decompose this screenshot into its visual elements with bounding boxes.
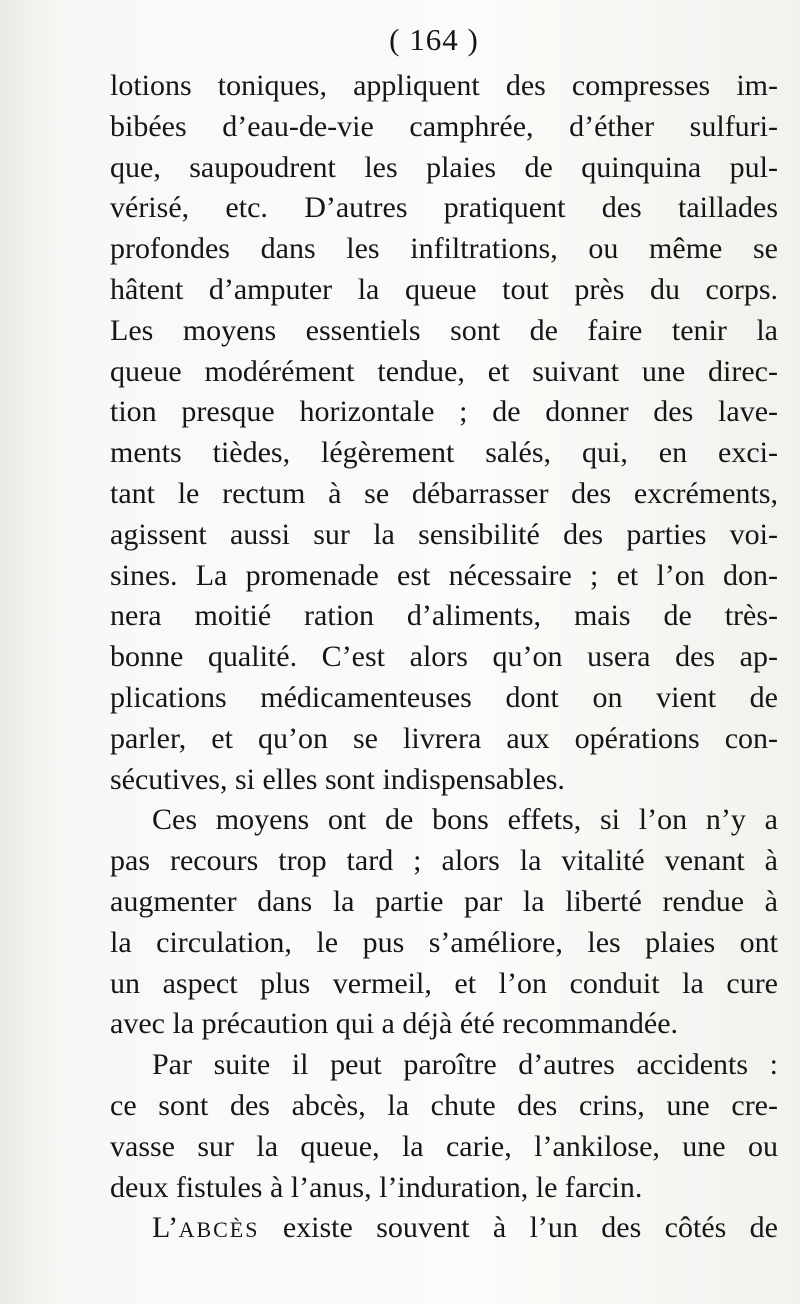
- paragraph: [110, 800, 778, 1045]
- text-line: nera moitié ration d’aliments, mais de très-: [110, 599, 778, 633]
- text-line: augmenter dans la partie par la liberté rendue à: [110, 884, 778, 918]
- text-line: avec la précaution qui a déjà été recommandée.: [110, 1007, 679, 1041]
- paragraph: [110, 66, 778, 800]
- text-line: parler, et qu’on se livrera aux opérations con-: [110, 721, 778, 755]
- text-line: que, saupoudrent les plaies de quinquina pul-: [110, 150, 778, 184]
- text-line: vasse sur la queue, la carie, l’ankilose, une ou: [110, 1129, 778, 1163]
- text-line: Ces moyens ont de bons effets, si l’on n’y a: [152, 803, 778, 837]
- text-line: bonne qualité. C’est alors qu’on usera des ap-: [110, 640, 778, 674]
- text-line: sécutives, si elles sont indispensables.: [110, 762, 565, 796]
- paragraph: [110, 1045, 778, 1208]
- text-line: tant le rectum à se débarrasser des excréments,: [110, 476, 778, 510]
- lead-small-caps: ABCÈS: [178, 1217, 260, 1243]
- text-line: agissent aussi sur la sensibilité des parties voi-: [110, 517, 778, 551]
- text-line: ments tièdes, légèrement salés, qui, en exci-: [110, 436, 778, 470]
- text-line: un aspect plus vermeil, et l’on conduit la cure: [110, 966, 778, 1000]
- text-line: Les moyens essentiels sont de faire tenir la: [110, 313, 778, 347]
- text-line: Par suite il peut paroître d’autres accidents :: [152, 1048, 778, 1082]
- text-line: lotions toniques, appliquent des compresses im-: [110, 69, 778, 102]
- text-line: deux fistules à l’anus, l’induration, le farcin.: [110, 1170, 643, 1204]
- text-line: vérisé, etc. D’autres pratiquent des taillades: [110, 191, 778, 225]
- text-line: queue modérément tendue, et suivant une direc-: [110, 354, 778, 388]
- text-line: plications médicamenteuses dont on vient de: [110, 680, 778, 714]
- text-line: sines. La promenade est nécessaire ; et l’on don-: [110, 558, 778, 592]
- text-line: profondes dans les infiltrations, ou même se: [110, 232, 778, 266]
- text-line: tion presque horizontale ; de donner des lave-: [110, 395, 778, 429]
- page-number: ( 164 ): [389, 22, 479, 57]
- body-text: [110, 66, 778, 1249]
- line-text: existe souvent à l’un des côtés de: [259, 1211, 778, 1245]
- text-line: la circulation, le pus s’améliore, les plaies ont: [110, 925, 778, 959]
- text-line: bibées d’eau-de-vie camphrée, d’éther sulfuri-: [110, 109, 778, 143]
- text-line: [110, 1208, 778, 1249]
- lead-capital: L’: [152, 1211, 179, 1245]
- paragraph: [110, 1208, 778, 1249]
- text-line: hâtent d’amputer la queue tout près du corps.: [110, 272, 778, 306]
- text-line: ce sont des abcès, la chute des crins, une cre-: [110, 1088, 778, 1122]
- text-line: pas recours trop tard ; alors la vitalité venant à: [110, 844, 778, 878]
